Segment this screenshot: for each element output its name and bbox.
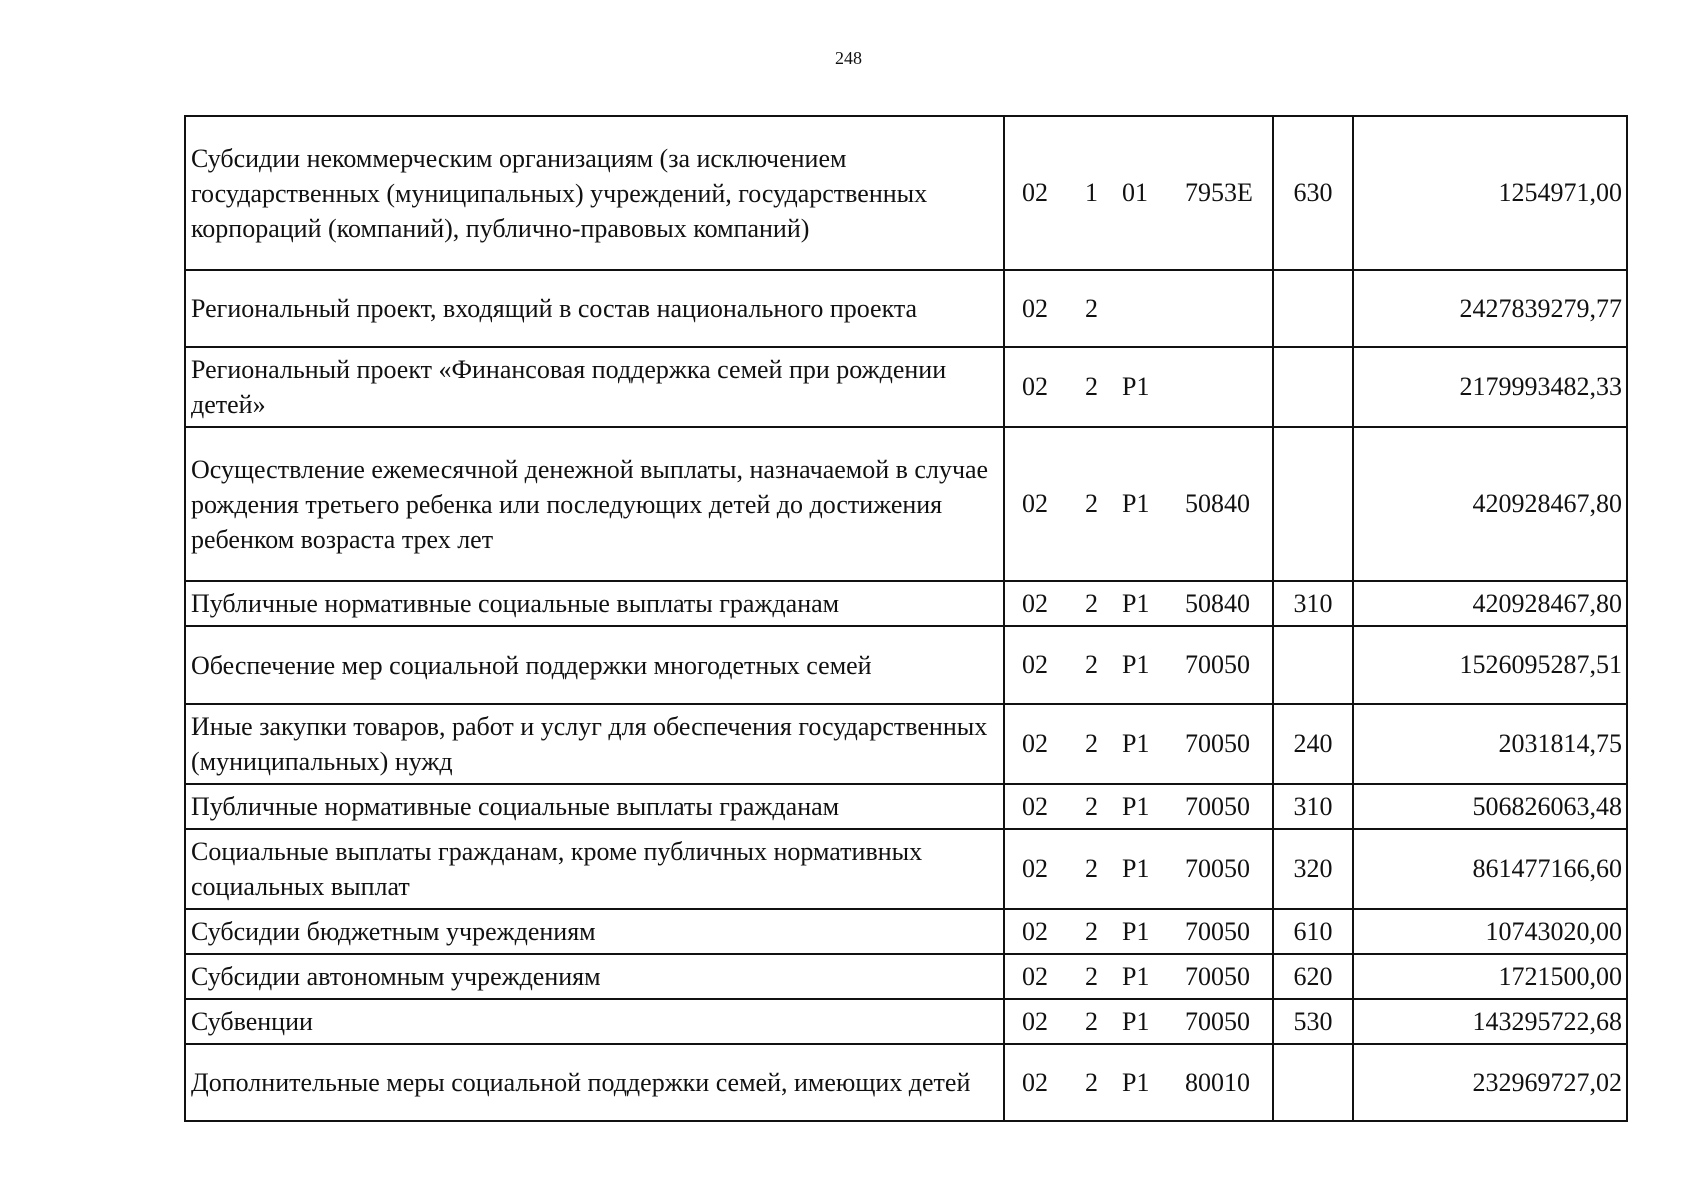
code-subprogram: 2 — [1085, 588, 1098, 618]
code-project: Р1 — [1122, 791, 1150, 821]
table-row — [185, 427, 1627, 581]
row-expense-type — [1273, 270, 1353, 347]
code-subprogram: 2 — [1085, 1006, 1098, 1036]
code-section: 02 — [1022, 791, 1048, 821]
row-name: Обеспечение мер социальной поддержки многодетных семей — [185, 626, 1004, 704]
code-section: 02 — [1022, 854, 1048, 883]
code-project: Р1 — [1122, 650, 1150, 679]
row-expense-type: 630 — [1273, 116, 1353, 270]
code-section: 02 — [1022, 650, 1048, 679]
code-project: Р1 — [1122, 489, 1150, 518]
table-row — [185, 909, 1627, 954]
table-row — [185, 829, 1627, 909]
code-project: Р1 — [1122, 854, 1150, 883]
row-amount: 232969727,02 — [1353, 1044, 1627, 1121]
code-section: 02 — [1022, 729, 1048, 758]
row-code — [1004, 581, 1273, 626]
code-section: 02 — [1022, 489, 1048, 518]
code-subprogram: 1 — [1085, 178, 1098, 207]
code-project: Р1 — [1122, 1006, 1150, 1036]
row-amount: 506826063,48 — [1353, 784, 1627, 829]
code-direction: 50840 — [1185, 489, 1250, 518]
code-subprogram: 2 — [1085, 650, 1098, 679]
row-name: Региональный проект «Финансовая поддержка семей при рождении детей» — [185, 347, 1004, 427]
code-section: 02 — [1022, 293, 1048, 323]
row-code — [1004, 999, 1273, 1044]
code-subprogram: 2 — [1085, 854, 1098, 883]
code-direction: 70050 — [1185, 854, 1250, 883]
row-amount: 420928467,80 — [1353, 581, 1627, 626]
code-subprogram: 2 — [1085, 372, 1098, 401]
row-amount: 2427839279,77 — [1353, 270, 1627, 347]
code-project: Р1 — [1122, 588, 1150, 618]
row-expense-type — [1273, 427, 1353, 581]
row-amount: 143295722,68 — [1353, 999, 1627, 1044]
code-project: Р1 — [1122, 372, 1150, 401]
code-subprogram: 2 — [1085, 489, 1098, 518]
row-code — [1004, 270, 1273, 347]
code-section: 02 — [1022, 178, 1048, 207]
table-row — [185, 1044, 1627, 1121]
row-code — [1004, 116, 1273, 270]
row-name: Социальные выплаты гражданам, кроме публичных нормативных социальных выплат — [185, 829, 1004, 909]
table-row — [185, 954, 1627, 999]
code-direction: 70050 — [1185, 650, 1250, 679]
row-amount: 420928467,80 — [1353, 427, 1627, 581]
row-amount: 1721500,00 — [1353, 954, 1627, 999]
code-direction: 70050 — [1185, 729, 1250, 758]
row-name: Публичные нормативные социальные выплаты гражданам — [185, 784, 1004, 829]
code-subprogram: 2 — [1085, 1067, 1098, 1097]
row-name: Дополнительные меры социальной поддержки семей, имеющих детей — [185, 1044, 1004, 1121]
table-row — [185, 581, 1627, 626]
row-name: Субсидии некоммерческим организациям (за исключением государственных (муниципальных) учреждений, государственных корпораций (компаний), публично-правовых компаний) — [185, 116, 1004, 270]
row-code — [1004, 347, 1273, 427]
code-section: 02 — [1022, 588, 1048, 618]
row-expense-type: 530 — [1273, 999, 1353, 1044]
row-name: Субвенции — [185, 999, 1004, 1044]
row-name: Субсидии бюджетным учреждениям — [185, 909, 1004, 954]
row-code — [1004, 909, 1273, 954]
row-amount: 2179993482,33 — [1353, 347, 1627, 427]
code-subprogram: 2 — [1085, 916, 1098, 946]
code-direction: 70050 — [1185, 791, 1250, 821]
code-section: 02 — [1022, 961, 1048, 991]
code-project: Р1 — [1122, 1067, 1150, 1097]
row-amount: 10743020,00 — [1353, 909, 1627, 954]
code-project: Р1 — [1122, 916, 1150, 946]
table-row — [185, 116, 1627, 270]
row-expense-type — [1273, 347, 1353, 427]
code-direction: 70050 — [1185, 1006, 1250, 1036]
code-subprogram: 2 — [1085, 293, 1098, 323]
row-expense-type: 310 — [1273, 581, 1353, 626]
row-name: Субсидии автономным учреждениям — [185, 954, 1004, 999]
row-code — [1004, 626, 1273, 704]
code-direction: 70050 — [1185, 916, 1250, 946]
row-code — [1004, 784, 1273, 829]
row-code — [1004, 829, 1273, 909]
row-amount: 1254971,00 — [1353, 116, 1627, 270]
code-section: 02 — [1022, 1006, 1048, 1036]
row-amount: 2031814,75 — [1353, 704, 1627, 784]
code-direction: 80010 — [1185, 1067, 1250, 1097]
row-expense-type: 610 — [1273, 909, 1353, 954]
row-name: Осуществление ежемесячной денежной выплаты, назначаемой в случае рождения третьего ребенка или последующих детей до достижения ребенком возраста трех лет — [185, 427, 1004, 581]
page-number: 248 — [835, 48, 862, 68]
row-expense-type: 320 — [1273, 829, 1353, 909]
table-row — [185, 999, 1627, 1044]
code-direction: 7953E — [1185, 178, 1253, 207]
row-name: Иные закупки товаров, работ и услуг для обеспечения государственных (муниципальных) нужд — [185, 704, 1004, 784]
row-code — [1004, 954, 1273, 999]
code-subprogram: 2 — [1085, 729, 1098, 758]
code-project: Р1 — [1122, 961, 1150, 991]
code-direction: 50840 — [1185, 588, 1250, 618]
code-project: Р1 — [1122, 729, 1150, 758]
table-row — [185, 347, 1627, 427]
table-row — [185, 626, 1627, 704]
row-amount: 1526095287,51 — [1353, 626, 1627, 704]
code-section: 02 — [1022, 1067, 1048, 1097]
row-expense-type — [1273, 626, 1353, 704]
table-row — [185, 784, 1627, 829]
row-code — [1004, 427, 1273, 581]
row-expense-type: 620 — [1273, 954, 1353, 999]
row-expense-type: 310 — [1273, 784, 1353, 829]
row-code — [1004, 1044, 1273, 1121]
budget-table — [184, 115, 1628, 1122]
row-code — [1004, 704, 1273, 784]
row-expense-type: 240 — [1273, 704, 1353, 784]
row-name: Региональный проект, входящий в состав национального проекта — [185, 270, 1004, 347]
row-amount: 861477166,60 — [1353, 829, 1627, 909]
row-name: Публичные нормативные социальные выплаты гражданам — [185, 581, 1004, 626]
code-section: 02 — [1022, 916, 1048, 946]
code-direction: 70050 — [1185, 961, 1250, 991]
table-row — [185, 704, 1627, 784]
code-section: 02 — [1022, 372, 1048, 401]
table-row — [185, 270, 1627, 347]
code-subprogram: 2 — [1085, 961, 1098, 991]
code-subprogram: 2 — [1085, 791, 1098, 821]
code-project: 01 — [1122, 178, 1148, 207]
row-expense-type — [1273, 1044, 1353, 1121]
